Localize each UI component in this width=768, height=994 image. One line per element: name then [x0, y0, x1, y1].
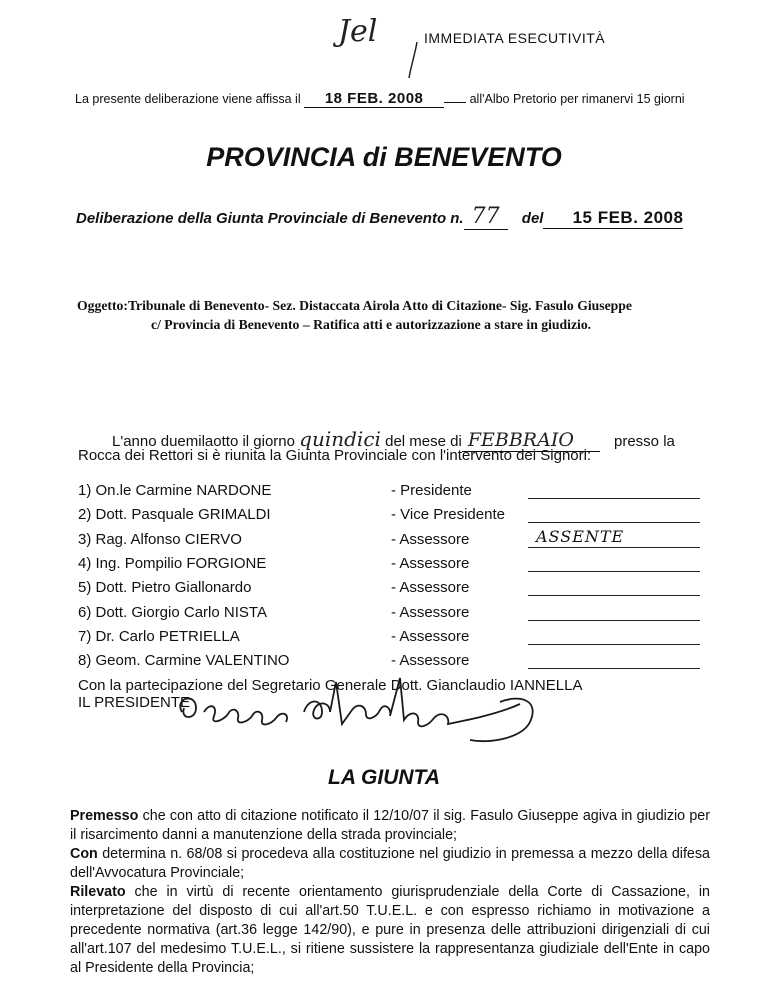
member-row [78, 555, 718, 579]
participation-line: Con la partecipazione del Segretario Generale Dott. Gianclaudio IANNELLA [78, 677, 583, 694]
subject-text-1: Tribunale di Benevento- Sez. Distaccata Airola Atto di Citazione- Sig. Fasulo Giuseppe [127, 298, 632, 313]
intro-giorno: quindici [299, 427, 381, 451]
member-signature-line [528, 595, 700, 596]
subject-text-2: c/ Provincia di Benevento – Ratifica atti e autorizzazione a stare in giudizio. [151, 317, 592, 332]
paragraph-con [70, 845, 710, 883]
member-row [78, 604, 718, 628]
president-label: IL PRESIDENTE [78, 694, 190, 711]
intro-part-3: presso la [614, 433, 675, 450]
paragraph-text: che con atto di citazione notificato il 12/10/07 il sig. Fasulo Giuseppe agiva in giudizio per il risarcimento danni a manutenzione della strada provinciale; [70, 808, 710, 843]
page-title: PROVINCIA di BENEVENTO [206, 142, 562, 172]
member-role: - Assessore [391, 603, 470, 621]
body-paragraphs [70, 807, 710, 978]
paragraph-text: determina n. 68/08 si procedeva alla costituzione nel giudizio in premessa a mezzo della difesa dell'Avvocatura Provinciale; [70, 846, 710, 881]
member-row [78, 579, 718, 603]
paragraph-premesso [70, 807, 710, 845]
member-signature-line [528, 498, 700, 499]
intro-mese: FEBBRAIO [462, 429, 600, 452]
member-name: 1) On.le Carmine NARDONE [78, 482, 272, 499]
member-role: - Assessore [391, 652, 470, 670]
member-row [78, 628, 718, 652]
paragraph-text: che in virtù di recente orientamento giurisprudenziale della Corte di Cassazione, in interpretazione del disposto di cui all'art.50 T.U.E.L. e con espresso richiamo in motivazione a precedente normativa (art.36 legge 142/90), e pure in presenza delle attribuzioni dirigenziali di cui all'art.107 del medesimo T.U.E.L., si ritiene sussistere la rappresentanza giudiziale dell'Ente in capo al Presidente della Provincia; [70, 884, 710, 976]
affissione-line [75, 90, 685, 108]
paragraph-lead: Con [70, 846, 98, 862]
handwritten-stroke-icon [395, 40, 425, 80]
member-name: 8) Geom. Carmine VALENTINO [78, 652, 290, 670]
member-name: 4) Ing. Pompilio FORGIONE [78, 554, 267, 572]
member-row [78, 526, 718, 555]
member-role: - Assessore [391, 579, 470, 597]
intro-part-2: del mese di [385, 433, 462, 450]
subject-block [77, 296, 757, 334]
president-signature [170, 668, 630, 754]
paragraph-lead: Premesso [70, 808, 139, 824]
deliberation-line [76, 204, 683, 230]
intro-part-1: L'anno duemilaotto il giorno [112, 433, 295, 450]
member-signature-line [528, 620, 700, 621]
handwritten-initials: Jel [338, 14, 378, 49]
affissione-suffix: all'Albo Pretorio per rimanervi 15 giorni [469, 92, 685, 106]
paragraph-rilevato [70, 883, 710, 978]
member-signature-line [528, 547, 700, 548]
member-signature-line [528, 644, 700, 645]
member-absence-note: ASSENTE [536, 526, 625, 546]
member-role: - Assessore [391, 627, 470, 645]
member-name: 3) Rag. Alfonso CIERVO [78, 530, 242, 548]
affissione-underline [444, 102, 466, 103]
paragraph-lead: Rilevato [70, 884, 126, 900]
section-title: LA GIUNTA [328, 766, 440, 789]
intro-line-2: Rocca dei Rettori si è riunita la Giunta Provinciale con l'intervento dei Signori: [78, 447, 592, 464]
member-role: - Assessore [391, 530, 470, 548]
immediate-execution-stamp: IMMEDIATA ESECUTIVITÀ [424, 30, 606, 46]
affissione-date: 18 FEB. 2008 [304, 90, 444, 108]
member-role: - Presidente [391, 482, 472, 499]
member-role: - Assessore [391, 554, 470, 572]
affissione-prefix: La presente deliberazione viene affissa il [75, 92, 301, 106]
deliberation-number: 77 [464, 204, 508, 230]
deliberation-prefix: Deliberazione della Giunta Provinciale di Benevento n. [76, 210, 464, 227]
deliberation-del-label: del [521, 210, 544, 227]
member-name: 6) Dott. Giorgio Carlo NISTA [78, 603, 267, 621]
member-name: 5) Dott. Pietro Giallonardo [78, 579, 252, 597]
member-name: 7) Dr. Carlo PETRIELLA [78, 627, 240, 645]
subject-label: Oggetto: [77, 298, 128, 313]
member-role: - Vice Presidente [391, 506, 505, 524]
member-signature-line [528, 522, 700, 523]
member-row [78, 482, 718, 506]
subject-line-1 [77, 296, 757, 315]
subject-line-2 [77, 315, 757, 334]
member-name: 2) Dott. Pasquale GRIMALDI [78, 506, 271, 524]
deliberation-date: 15 FEB. 2008 [543, 208, 683, 229]
member-signature-line [528, 571, 700, 572]
